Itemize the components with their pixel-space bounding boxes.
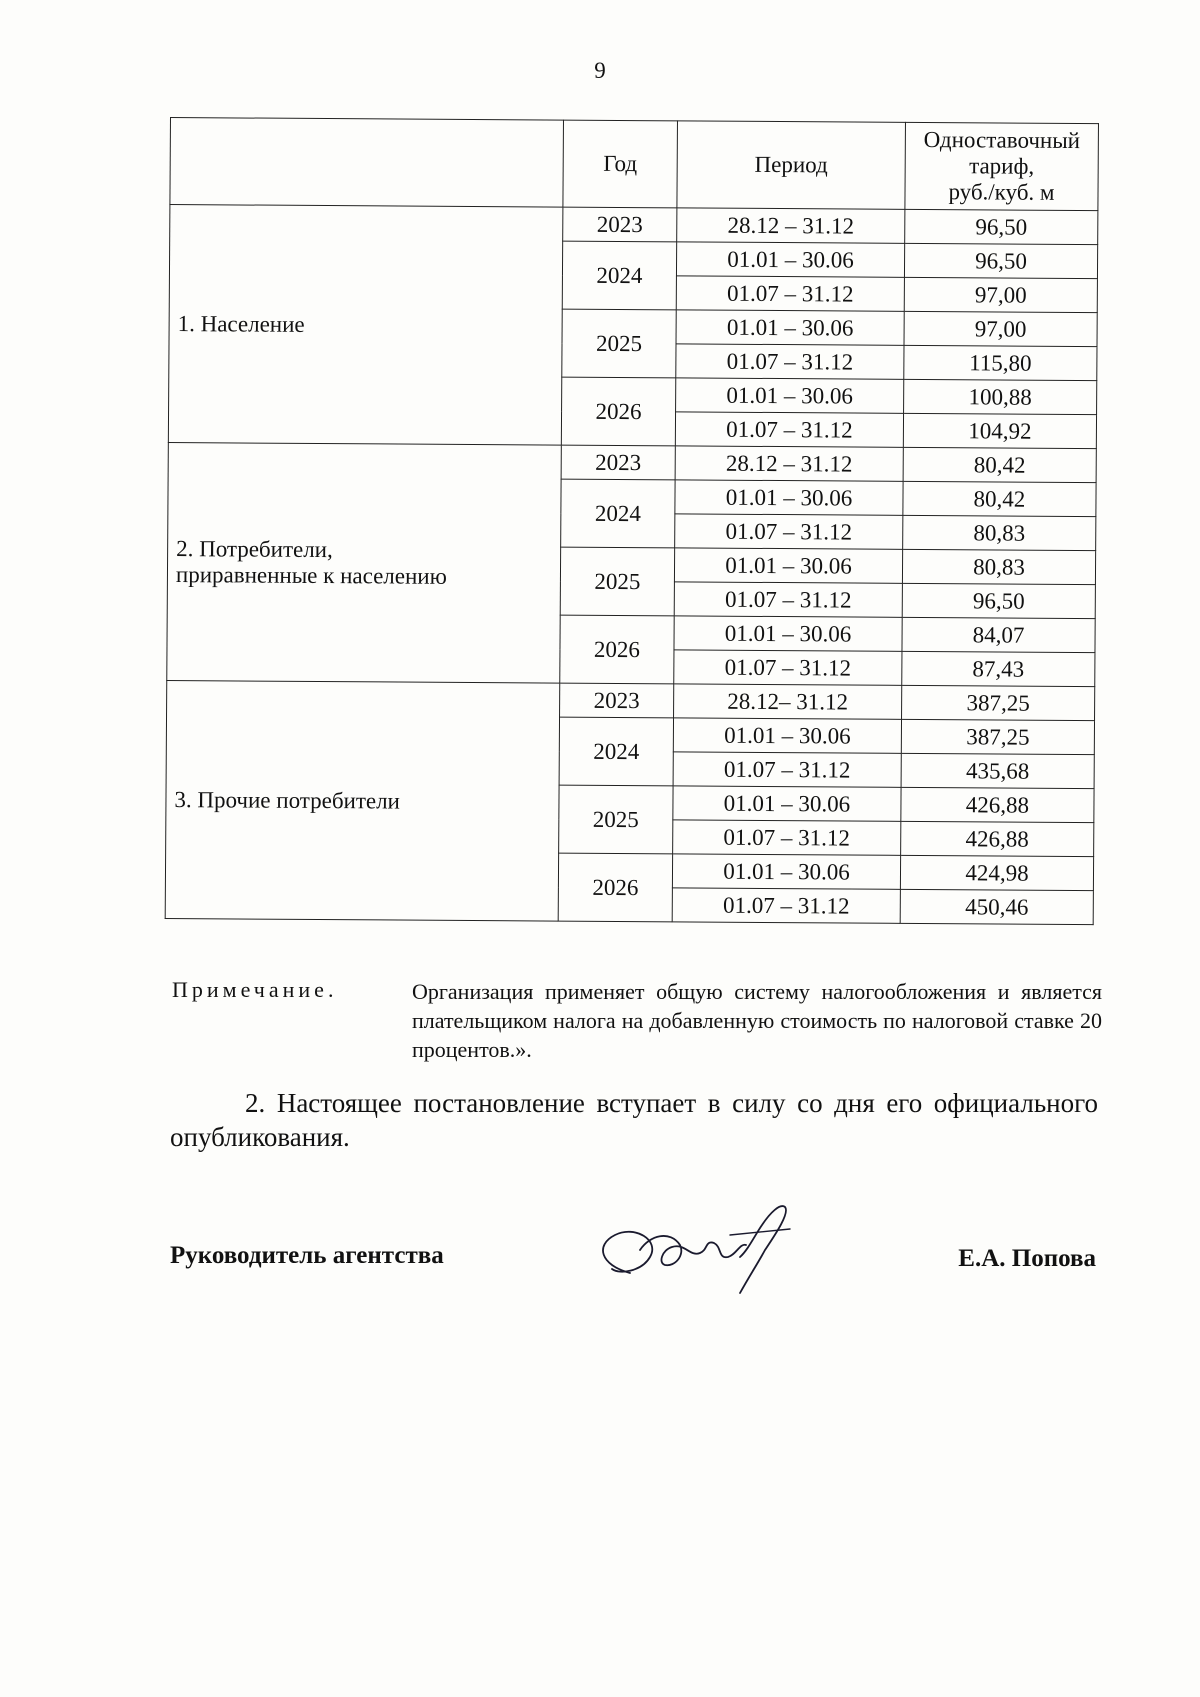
tariff-cell: 84,07 (902, 617, 1095, 652)
tariff-cell: 96,50 (904, 243, 1097, 278)
period-cell: 01.07 – 31.12 (674, 650, 902, 686)
header-tariff-line3: руб./куб. м (948, 179, 1055, 205)
tariff-cell: 100,88 (904, 379, 1097, 414)
header-tariff-line1: Одноставочный (923, 126, 1081, 154)
year-cell: 2025 (559, 785, 673, 854)
period-cell: 01.01 – 30.06 (676, 378, 904, 414)
tariff-cell: 387,25 (901, 719, 1094, 754)
tariff-table (165, 117, 1099, 925)
year-cell: 2024 (559, 717, 673, 786)
group-label-line: 2. Потребители, (176, 535, 333, 562)
header-year: Год (563, 120, 678, 208)
group-label-1 (168, 205, 563, 446)
tariff-cell: 80,83 (903, 515, 1096, 550)
year-cell: 2023 (563, 207, 677, 242)
period-cell: 01.07 – 31.12 (673, 752, 901, 788)
period-cell: 01.07 – 31.12 (675, 412, 903, 448)
period-cell: 01.07 – 31.12 (676, 344, 904, 380)
period-cell: 01.07 – 31.12 (676, 276, 904, 312)
year-cell: 2025 (560, 547, 674, 616)
period-cell: 01.01 – 30.06 (672, 854, 900, 890)
period-cell: 01.01 – 30.06 (676, 242, 904, 278)
header-group (170, 118, 564, 208)
tariff-cell: 450,46 (900, 889, 1093, 924)
signature-image (590, 1195, 810, 1305)
period-cell: 01.07 – 31.12 (672, 888, 900, 924)
note-text: Организация применяет общую систему налогообложения и является плательщиком налога на добавленную стоимость по налоговой ставке 20 процентов.». (412, 979, 1102, 1062)
group-label-line: приравненные к населению (175, 561, 447, 589)
tariff-cell: 96,50 (902, 583, 1095, 618)
year-cell: 2025 (562, 309, 676, 378)
group-label-line: 3. Прочие потребители (174, 786, 401, 814)
tariff-cell: 80,83 (902, 549, 1095, 584)
period-cell: 01.01 – 30.06 (674, 616, 902, 652)
tariff-cell: 87,43 (902, 651, 1095, 686)
header-tariff (905, 122, 1099, 210)
year-cell: 2026 (558, 853, 672, 922)
group-label-line: 1. Население (177, 310, 305, 337)
year-cell: 2026 (561, 377, 675, 446)
period-cell: 01.01 – 30.06 (674, 548, 902, 584)
table-row (168, 442, 1096, 482)
tariff-cell: 424,98 (900, 855, 1093, 890)
tariff-cell: 387,25 (902, 685, 1095, 720)
period-cell: 01.01 – 30.06 (676, 310, 904, 346)
year-cell: 2024 (562, 241, 676, 310)
tariff-cell: 80,42 (903, 481, 1096, 516)
period-cell: 01.01 – 30.06 (673, 718, 901, 754)
period-cell: 01.01 – 30.06 (675, 480, 903, 516)
tariff-cell: 96,50 (905, 209, 1098, 244)
tariff-cell: 80,42 (903, 447, 1096, 482)
table-row (170, 205, 1098, 245)
period-cell: 28.12 – 31.12 (675, 446, 903, 482)
tariff-cell: 115,80 (904, 345, 1097, 380)
group-label-3 (165, 680, 560, 921)
header-period: Период (677, 121, 906, 210)
note-label: Примечание. (172, 977, 338, 1002)
tariff-cell: 435,68 (901, 753, 1094, 788)
page-number: 9 (594, 58, 606, 83)
header-tariff-line2: тариф, (969, 153, 1035, 179)
period-cell: 01.07 – 31.12 (675, 514, 903, 550)
period-cell: 28.12– 31.12 (674, 684, 902, 720)
tariff-cell: 426,88 (901, 821, 1094, 856)
signer-title: Руководитель агентства (170, 1242, 444, 1269)
tariff-cell: 97,00 (904, 311, 1097, 346)
tariff-cell: 104,92 (903, 413, 1096, 448)
year-cell: 2024 (561, 479, 675, 548)
period-cell: 01.07 – 31.12 (674, 582, 902, 618)
tariff-cell: 97,00 (904, 277, 1097, 312)
period-cell: 28.12 – 31.12 (677, 208, 905, 244)
tariff-cell: 426,88 (901, 787, 1094, 822)
period-cell: 01.07 – 31.12 (673, 820, 901, 856)
year-cell: 2026 (560, 615, 674, 684)
year-cell: 2023 (561, 445, 675, 480)
period-cell: 01.01 – 30.06 (673, 786, 901, 822)
table-header-row (170, 118, 1099, 211)
table-row (167, 680, 1095, 720)
effective-date-paragraph: 2. Настоящее постановление вступает в силу со дня его официального опубликования. (170, 1088, 1098, 1152)
signer-name: Е.А. Попова (958, 1245, 1096, 1272)
group-label-2 (167, 442, 562, 683)
year-cell: 2023 (560, 683, 674, 718)
